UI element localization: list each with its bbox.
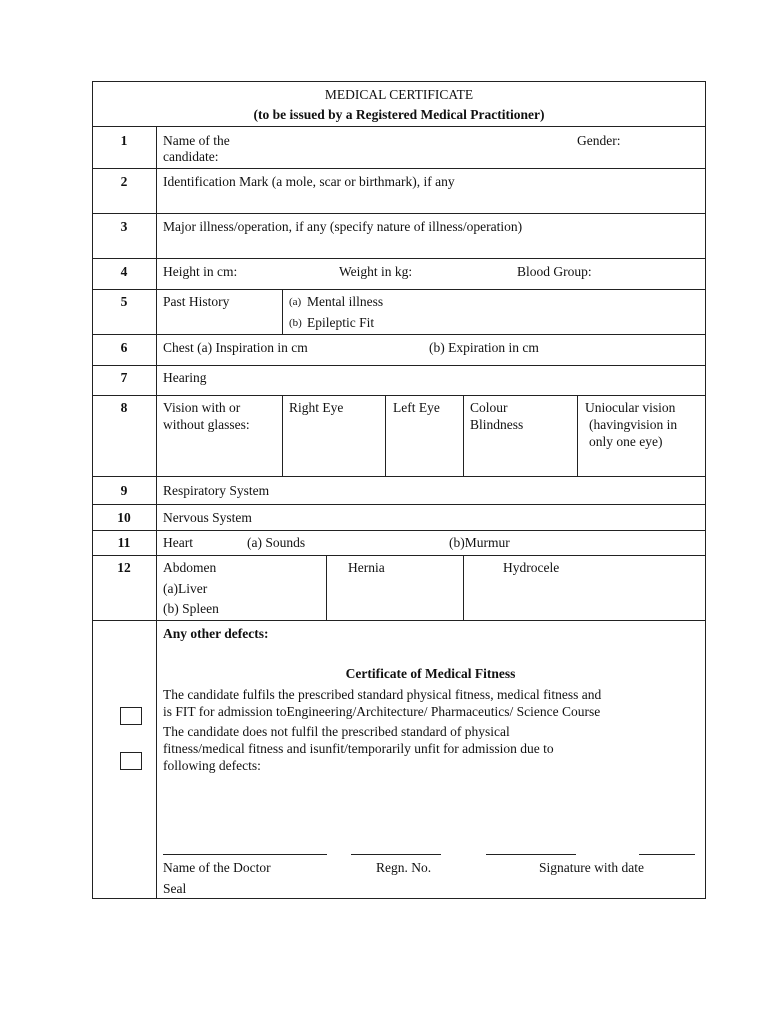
vision-label-cont: without glasses: bbox=[163, 417, 250, 432]
row-number: 1 bbox=[120, 133, 128, 148]
unfit-statement-cont: following defects: bbox=[163, 758, 261, 773]
unfit-statement-cont: fitness/medical fitness and isunfit/temporarily unfit for admission due to bbox=[163, 741, 554, 756]
regn-no-line bbox=[351, 854, 441, 855]
other-defects-label: Any other defects: bbox=[163, 626, 269, 641]
row-divider bbox=[93, 126, 705, 127]
weight-label: Weight in kg: bbox=[339, 264, 413, 279]
fit-statement-cont: is FIT for admission toEngineering/Architecture/ Pharmaceutics/ Science Course bbox=[163, 704, 601, 719]
heart-sounds-label: (a) Sounds bbox=[247, 535, 306, 550]
row-divider bbox=[93, 258, 705, 259]
row-divider bbox=[93, 476, 705, 477]
row-number: 10 bbox=[117, 510, 131, 525]
item-marker: (a) bbox=[289, 296, 302, 308]
spleen-label: (b) Spleen bbox=[163, 601, 219, 616]
heart-label: Heart bbox=[163, 535, 193, 550]
medical-certificate-form bbox=[92, 81, 706, 899]
respiratory-system-label: Respiratory System bbox=[163, 483, 270, 498]
seal-label: Seal bbox=[163, 881, 187, 896]
row-number: 9 bbox=[120, 483, 128, 498]
right-eye-label: Right Eye bbox=[289, 400, 344, 415]
row-number: 11 bbox=[117, 535, 131, 550]
mental-illness-label: Mental illness bbox=[307, 294, 384, 309]
cell-divider bbox=[282, 395, 283, 476]
form-subtitle: (to be issued by a Registered Medical Practitioner) bbox=[253, 107, 545, 122]
blood-group-label: Blood Group: bbox=[517, 264, 592, 279]
regn-no-label: Regn. No. bbox=[376, 860, 432, 875]
gender-label: Gender: bbox=[577, 133, 621, 148]
cell-divider bbox=[577, 395, 578, 476]
vision-label: Vision with or bbox=[163, 400, 241, 415]
height-label: Height in cm: bbox=[163, 264, 238, 279]
fit-statement: The candidate fulfils the prescribed standard physical fitness, medical fitness and bbox=[163, 687, 602, 702]
heart-murmur-label: (b)Murmur bbox=[449, 535, 510, 550]
row-number: 2 bbox=[120, 174, 128, 189]
uniocular-vision-label-cont: only one eye) bbox=[589, 434, 663, 449]
identification-mark-label: Identification Mark (a mole, scar or birthmark), if any bbox=[163, 174, 455, 189]
row-number: 3 bbox=[120, 219, 128, 234]
past-history-label: Past History bbox=[163, 294, 230, 309]
row-divider bbox=[93, 213, 705, 214]
fit-checkbox[interactable] bbox=[120, 707, 142, 725]
unfit-statement: The candidate does not fulfil the prescribed standard of physical bbox=[163, 724, 510, 739]
row-divider bbox=[93, 168, 705, 169]
cell-divider bbox=[385, 395, 386, 476]
row-divider bbox=[93, 334, 705, 335]
cell-divider bbox=[326, 555, 327, 620]
row-number: 7 bbox=[120, 370, 128, 385]
uniocular-vision-label: Uniocular vision bbox=[585, 400, 676, 415]
hydrocele-label: Hydrocele bbox=[503, 560, 560, 575]
number-column-divider bbox=[156, 126, 157, 899]
row-number: 6 bbox=[120, 340, 128, 355]
row-divider bbox=[93, 289, 705, 290]
chest-inspiration-label: Chest (a) Inspiration in cm bbox=[163, 340, 308, 355]
form-title: MEDICAL CERTIFICATE bbox=[324, 87, 474, 102]
colour-blindness-label-cont: Blindness bbox=[470, 417, 524, 432]
nervous-system-label: Nervous System bbox=[163, 510, 252, 525]
row-divider bbox=[93, 395, 705, 396]
hernia-label: Hernia bbox=[348, 560, 385, 575]
unfit-checkbox[interactable] bbox=[120, 752, 142, 770]
row-number: 5 bbox=[120, 294, 128, 309]
colour-blindness-label: Colour bbox=[470, 400, 508, 415]
signature-line bbox=[486, 854, 576, 855]
doctor-name-label: Name of the Doctor bbox=[163, 860, 271, 875]
item-marker: (b) bbox=[289, 317, 302, 329]
liver-label: (a)Liver bbox=[163, 581, 208, 596]
hearing-label: Hearing bbox=[163, 370, 207, 385]
row-number: 8 bbox=[120, 400, 128, 415]
major-illness-label: Major illness/operation, if any (specify nature of illness/operation) bbox=[163, 219, 523, 234]
abdomen-label: Abdomen bbox=[163, 560, 217, 575]
cell-divider bbox=[282, 289, 283, 334]
row-divider bbox=[93, 504, 705, 505]
name-label: Name of the bbox=[163, 133, 230, 148]
date-line bbox=[639, 854, 695, 855]
chest-expiration-label: (b) Expiration in cm bbox=[429, 340, 539, 355]
row-divider bbox=[93, 555, 705, 556]
row-number: 12 bbox=[117, 560, 131, 575]
cell-divider bbox=[463, 555, 464, 620]
uniocular-vision-label-cont: (havingvision in bbox=[589, 417, 678, 432]
cell-divider bbox=[463, 395, 464, 476]
signature-date-label: Signature with date bbox=[539, 860, 644, 875]
row-divider bbox=[93, 530, 705, 531]
epileptic-fit-label: Epileptic Fit bbox=[307, 315, 375, 330]
doctor-name-line bbox=[163, 854, 327, 855]
row-number: 4 bbox=[120, 264, 128, 279]
name-label-cont: candidate: bbox=[163, 149, 219, 164]
left-eye-label: Left Eye bbox=[393, 400, 440, 415]
row-divider bbox=[93, 365, 705, 366]
fitness-certificate-title: Certificate of Medical Fitness bbox=[345, 666, 516, 681]
row-divider bbox=[93, 620, 705, 621]
